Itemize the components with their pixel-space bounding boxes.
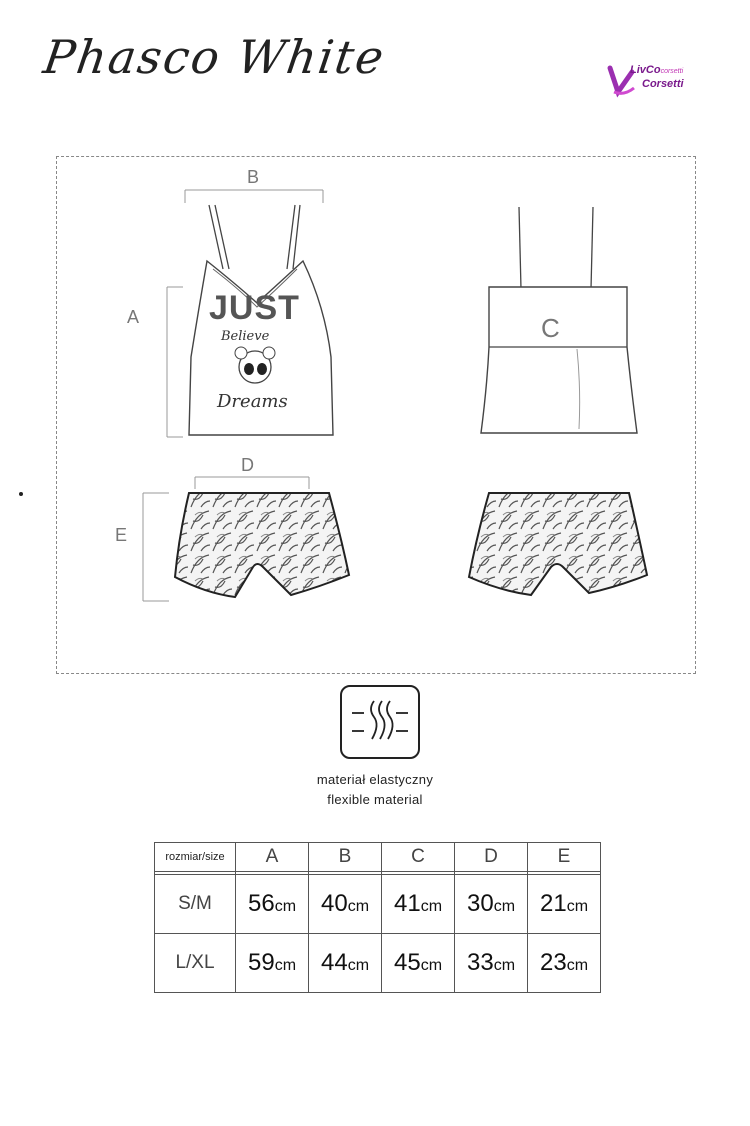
feature-label-en: flexible material — [327, 792, 423, 807]
stray-dot — [19, 492, 23, 496]
measure-label-c: C — [541, 313, 560, 343]
size-label: S/M — [155, 875, 236, 934]
table-row — [155, 875, 601, 934]
table-row — [155, 934, 601, 993]
size-value: 30cm — [455, 875, 528, 934]
size-value: 33cm — [455, 934, 528, 993]
print-dreams: Dreams — [217, 391, 288, 412]
garment-diagram — [56, 156, 696, 674]
size-value: 45cm — [382, 934, 455, 993]
measure-label-e: E — [115, 525, 128, 545]
shorts-back — [469, 493, 647, 595]
column-header: D — [455, 843, 528, 872]
size-label: L/XL — [155, 934, 236, 993]
column-header: E — [528, 843, 601, 872]
measure-label-a: A — [127, 307, 140, 327]
print-just: JUST — [209, 289, 300, 327]
measure-label-d: D — [241, 455, 254, 475]
measure-label-b: B — [247, 167, 260, 187]
size-value: 21cm — [528, 875, 601, 934]
column-header: C — [382, 843, 455, 872]
print-believe: Believe — [221, 329, 270, 344]
column-header: A — [236, 843, 309, 872]
brand-logo — [606, 62, 698, 98]
brand-line2: Corsetti — [642, 78, 684, 90]
size-value: 23cm — [528, 934, 601, 993]
size-value: 56cm — [236, 875, 309, 934]
size-value: 41cm — [382, 875, 455, 934]
garment-drawings — [57, 157, 697, 675]
size-table-header — [155, 843, 601, 872]
size-value: 44cm — [309, 934, 382, 993]
stretch-wave-icon — [340, 685, 420, 759]
size-value: 40cm — [309, 875, 382, 934]
feature-label-pl: materiał elastyczny — [316, 772, 434, 787]
shorts-front — [175, 493, 349, 597]
size-table — [154, 842, 601, 993]
brand-line1: LivCocorsetti — [630, 64, 684, 76]
column-header: B — [309, 843, 382, 872]
product-title: Phasco White — [40, 30, 389, 84]
size-value: 59cm — [236, 934, 309, 993]
size-table-corner: rozmiar/size — [155, 843, 236, 872]
